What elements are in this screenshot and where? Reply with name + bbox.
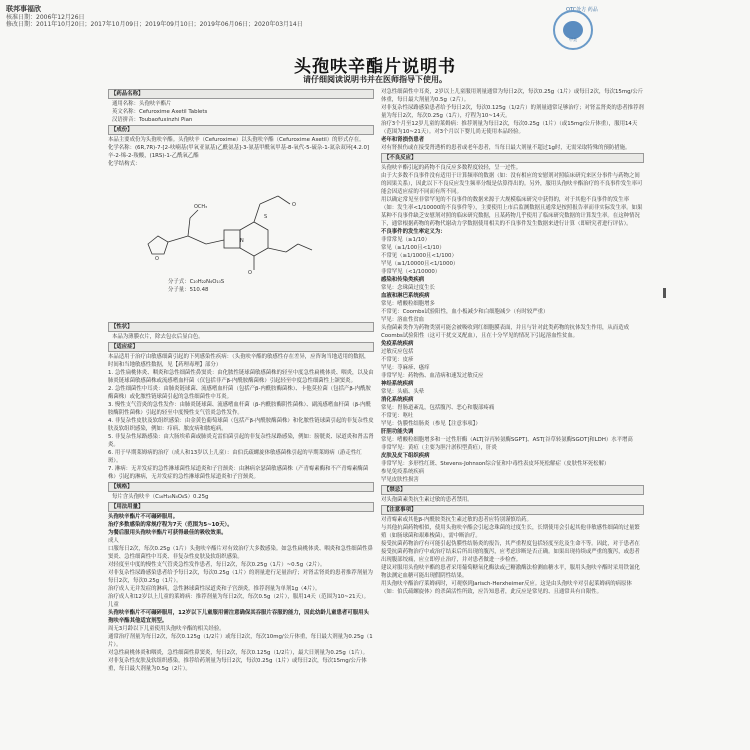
section-contraindications: 【禁忌】	[381, 485, 644, 495]
dosage-child-2: 通常治疗剂量为每日2次，每次0.125g（1/2片）或每日2次，每次10mg/公斤体重，每日最大剂量为0.25g（1片）。	[108, 634, 373, 648]
document-header	[6, 6, 303, 29]
scan-mark	[663, 288, 666, 298]
indication-2: 2. 急性细菌性中耳炎：由肺炎链球菌、流感嗜血杆菌（包括产β-内酰胺酶菌株）、卡他莫拉菌（包括产β-内酰胺酶菌株）或化脓性链球菌引起的急性细菌性中耳炎。	[108, 386, 371, 400]
ae-line: 常见：嗜酸粒细胞增多和一过性肝酶（ALT[谷丙转氨酶SGPT]、AST[谷草转氨酶SGOT]和LDH）水平增高	[381, 437, 633, 443]
dosage-adult-4: 治疗成人无并发症的淋病，急性淋球菌性尿道炎和子宫颈炎，推荐剂量为单剂1g（4片）。	[108, 586, 321, 592]
ae-line: 常见：嗜酸粒细胞增多	[381, 301, 435, 307]
ae-infections: 感染和传染类疾病	[381, 277, 425, 283]
ae-line: 头孢菌素类作为药物类别可能会被吸收到红细胞膜表面，并且与针对此类药物的抗体发生作用，从而造成Coombs试验阳性（这可干扰交叉配血），且在十分罕见的情况下引起溶血性贫血。	[381, 325, 629, 339]
indication-4: 4. 非复杂性皮肤及软组织感染：由金黄色葡萄球菌（包括产β-内酰胺酶菌株）和化脓性链球菌引起的非复杂性皮肤及软组织感染，例如：疖病、脓皮病和脓疱病。	[108, 418, 374, 432]
dosage-cont-3: 治疗3个月至12岁儿童的莱姆病：推荐剂量为每日2次，每次0.25g（1片）（或15mg/公斤体重），服用14天（范围为10~21天）。对3个月以下婴儿尚无使用本品经验。	[381, 121, 638, 135]
dosage-adult-heading: 成人	[108, 538, 119, 544]
revision-dates: 修改日期：2011年10月20日；2017年10月09日；2019年09月10日；2019年06月06日；2020年03月14日	[6, 21, 303, 28]
generic-name: 通用名称：头孢呋辛酯片	[112, 101, 172, 107]
ae-line: 不常见：呕吐	[381, 413, 414, 419]
ae-digestive: 消化系统疾病	[381, 397, 414, 403]
section-ingredients: 【成份】	[108, 125, 374, 135]
ae-line: 过敏反应包括	[381, 349, 414, 355]
indication-1: 1. 急性扁桃体炎、咽炎和急性细菌性鼻窦炎：由化脓性链球菌敏感菌株的轻至中度急性扁桃体炎、咽炎，以及由肺炎链球菌敏感菌株或流感嗜血杆菌（仅包括非产β-内酰胺酶菌株）引起轻至中度急性细菌性上颌窦炎。	[108, 370, 374, 384]
approval-date: 核准日期：2006年12月26日	[6, 13, 85, 21]
otc-tags: OTC处方 药品	[566, 7, 598, 13]
ae-line: 常见：头痛、头晕	[381, 389, 425, 395]
ae-blood: 血液和淋巴系统疾病	[381, 293, 430, 299]
ae-line: 非常罕见：药物热、血清病和速发过敏反应	[381, 373, 484, 379]
dosage-child-4: 对非复杂性皮肤及软组织感染，推荐给药剂量为每日2次，每次0.25g（1片）或每日2次，每次15mg/公斤体重，每日最大剂量为0.5g（2片）。	[108, 658, 367, 672]
freq-rare: 罕见（≥1/10000且<1/1000）	[381, 261, 459, 267]
ae-line: 不常见：Coombs试验阳性，血小板减少和白细胞减少（有时较严重）	[381, 309, 549, 315]
dosage-child-warning: 头孢呋辛酯片不可碾碎服用，12岁以下儿童服用需注意确保其吞服片吞服的能力，因此幼龄儿童患者可服用头孢呋辛酯其他适宜剂型。	[108, 610, 369, 624]
molecular-formula: 分子式：C₂₀H₂₂N₄O₁₀S	[168, 279, 225, 285]
freq-common: 常见（≥1/100且<1/10）	[381, 245, 445, 251]
freq-very-rare: 非常罕见（<1/10000）	[381, 269, 441, 275]
section-specification: 【规格】	[108, 482, 374, 492]
dosage-child-1: 周无3月龄以下儿童使用头孢呋辛酯的相关经验。	[108, 626, 225, 632]
ae-line: 罕见皮肤性损害	[381, 477, 419, 483]
ae-nervous: 神经系统疾病	[381, 381, 414, 387]
svg-text:O: O	[155, 256, 159, 262]
dosage-child-3: 对急性扁桃体炎和咽炎，急性细菌性鼻窦炎，每日2次，每次0.125g（1/2片），最大日剂量为0.25g（1片）。	[108, 650, 369, 656]
structure-label: 化学结构式：	[108, 161, 141, 167]
indication-3: 3. 慢性支气管炎的急性发作：由肺炎链球菌、流感嗜血杆菌（β-内酰胺酶阴性菌株）、副流感嗜血杆菌（β-内酰胺酶阴性菌株）引起的轻至中度慢性支气管炎急性发作。	[108, 402, 371, 416]
precaution-4: 建议对服用头孢呋辛酯的患者采用葡萄糖氧化酶法或己糖激酶法检测血糖水平，服用头孢呋辛酯时采用铁氰化物法测定血糖可能出现假阴性结果。	[381, 565, 640, 579]
dosage-adult-2: 对轻度至中度的慢性支气管炎急性发作患者，每日2次，每次0.25g（1片）~0.5g（2片）。	[108, 562, 326, 568]
ae-line: 不常见：皮疹	[381, 357, 414, 363]
dosage-adult-5: 治疗成人和12岁以上儿童的莱姆病：推荐剂量为每日2次，每次0.5g（2片），服用14天（范围为10~21天）。	[108, 594, 370, 600]
ae-line: 参见免疫系统疾病	[381, 469, 425, 475]
ae-line: 罕见：荨麻疹、瘙痒	[381, 365, 430, 371]
ae-immune: 免疫系统疾病	[381, 341, 414, 347]
english-name: 英文名称：Cefuroxime Axetil Tablets	[112, 109, 208, 115]
indications-intro: 本品适用于治疗由敏感细菌引起的下列感染性疾病：（头孢呋辛酯的敏感性存在差异，应咨询当地适用的数据，时间和当地敏感性数据，见【药理毒理】部分）	[108, 354, 370, 368]
section-indications: 【适应症】	[108, 342, 374, 352]
chemical-structure-diagram	[128, 174, 328, 274]
adverse-3: 用以确定常见至非常罕见的不良事件的数据来源于大规模临床研究中获得的，对于其他不良事件的发生率（如：发生率<1/10000的不良事件等），主要使用上市后监测数据且通常是按照报告率而非实际发生率。如果某种不良事件缺乏安慰剂对照的临床研究数据，且某药物几乎使用了临床研究数据的计算发生率。在这种情况下，通常根据药物的药物代谢动力学数据使用相关的不良事件发生数据来进行计算（即研究者进行评估）。	[381, 197, 643, 227]
right-column	[381, 88, 644, 748]
precaution-2: 与其他抗菌药物相似，使用头孢呋辛酯会引起念珠菌的过度生长，长期使用会引起其他非敏感性细菌的过量繁殖（如肠球菌和艰难梭菌），需中断治疗。	[381, 525, 640, 539]
indication-7: 7. 淋病：无并发症的急性淋球菌性尿道炎和子宫颈炎：由淋病奈瑟菌敏感菌株（产青霉素酶和不产青霉素酶菌株）引起的淋病，无并发症的急性淋球菌性尿道炎和子宫颈炎。	[108, 466, 369, 480]
dosage-elderly-heading: 老年和肾损伤患者	[381, 137, 425, 143]
precaution-5: 用头孢呋辛酯治疗莱姆病时，可观察到Jarisch-Herxheimer反应。这是由头孢呋辛对引起莱姆病的病原体（如：伯氏疏螺旋体）的杀菌活性所致，应告知患者，此反应是常见的、且通常具有自限性。	[381, 581, 632, 595]
molecular-weight: 分子量：510.48	[168, 287, 209, 293]
dosage-cont-1: 对急性细菌性中耳炎，2岁以上儿童服用剂量通常为每日2次，每次0.25g（1片）或每日2次，每次15mg/公斤体重，每日最大剂量为0.5g（2片）。	[381, 89, 644, 103]
freq-uncommon: 不常见（≥1/1000且<1/100）	[381, 253, 457, 259]
specification-text: 每片含头孢呋辛（C₁₆H₁₆N₄O₈S）0.25g	[112, 494, 209, 500]
ae-line: 常见：胃肠道紊乱，包括腹泻、恶心和腹部疼痛	[381, 405, 495, 411]
ae-hepatobiliary: 肝胆功能失调	[381, 429, 414, 435]
section-precautions: 【注意事项】	[381, 505, 644, 515]
ingredients-text: 本品主要成份为头孢呋辛酯。头孢呋辛（Cefuroxime）以头孢呋辛酯（Cefuroxime Axetil）的形式存在。	[108, 137, 365, 143]
ae-line: 非常罕见：黄疸（主要为胆汁淤积型黄疸），肝炎	[381, 445, 497, 451]
dosage-cont-2: 对非复杂性尿路感染患者给予每日2次，每次0.125g（1/2片）的剂量通常足够治疗；对肾盂肾炎的患者推荐剂量为每日2次，每次0.25g（1片），疗程为10~14天。	[381, 105, 644, 119]
indication-6: 6. 用于早期莱姆病的治疗（成人和13岁以上儿童）：由伯氏疏螺旋体敏感菌株引起的早期莱姆病（游走性红斑）。	[108, 450, 362, 464]
svg-text:OCH₃: OCH₃	[194, 204, 208, 210]
document-subtitle: 请仔细阅读说明书并在医师指导下使用。	[303, 75, 447, 84]
freq-very-common: 非常常见（≥1/10）	[381, 237, 430, 243]
chemical-structure	[108, 170, 374, 320]
ae-line: 非常罕见：多形性红斑、Stevens-Johnson综合征和中毒性表皮坏死松解症（皮肤性坏死松解）	[381, 461, 610, 467]
svg-text:S: S	[264, 214, 268, 220]
ae-line: 罕见：溶血性贫血	[381, 317, 425, 323]
otc-logo-label: 甲类	[569, 37, 577, 42]
indication-5: 5. 非复杂性尿路感染：由大肠埃希菌或肺炎克雷伯菌引起的非复杂性尿路感染，例如：膀胱炎、尿道炎和肾盂肾炎。	[108, 434, 374, 448]
ae-line: 罕见：伪膜性结肠炎（参见【注意事项】）	[381, 421, 481, 427]
document-title: 头孢呋辛酯片说明书	[294, 57, 456, 77]
brand-name: 联邦事福欣	[6, 5, 41, 13]
ae-line: 常见：念珠菌过度生长	[381, 285, 435, 291]
contraindication-text: 对头孢菌素类抗生素过敏的患者禁用。	[381, 497, 473, 503]
dosage-elderly-text: 对有肾损伤或在接受肾透析的患者或老年患者，当每日最大剂量不超过1g时，无需采取特殊的预防措施。	[381, 145, 631, 151]
section-adverse-reactions: 【不良反应】	[381, 153, 644, 163]
dosage-warning-2: 治疗多数感染的常规疗程为7天（范围为5~10天）。	[108, 522, 233, 528]
adverse-1: 头孢呋辛酯引起的药物不良反应多数程度较轻，呈一过性。	[381, 165, 522, 171]
left-column	[108, 88, 374, 748]
ae-skin: 皮肤及皮下组织疾病	[381, 453, 430, 459]
chemical-name: 化学名称：(6R,7R)-7-[2-呋喃基(甲氧亚氨基)乙酰氨基]-3-氨基甲酰氧甲基-8-氧代-5-硫杂-1-氮杂双环[4.2.0]辛-2-烯-2-羧酸，(1RS)-1-乙酰氧乙酯	[108, 145, 370, 159]
svg-text:O: O	[248, 270, 252, 274]
section-drug-name: 【药品名称】	[108, 89, 374, 99]
svg-text:O: O	[292, 202, 296, 208]
dosage-child-heading: 儿童	[108, 602, 119, 608]
adverse-2: 由于大多数不良事件没有适用于计算频率的数据（如：没有相应的安慰剂对照临床研究来区分事件与药物之间的因果关系），因此以下不良反应发生频率分级是估算得出的。另外，服用头孢呋辛酯治疗的不良事件发生率可能会因适应症的不同而有所不同。	[381, 173, 643, 195]
dosage-adult-1: 口服每日2次，每次0.25g（1片）头孢呋辛酯片对有效治疗大多数感染。如急性扁桃体炎、咽炎和急性细菌性鼻窦炎、急性细菌性中耳炎、非复杂性皮肤及软组织感染。	[108, 546, 373, 560]
precaution-1: 对青霉素或其他β-内酰胺类抗生素过敏的患者应特别谨慎给药。	[381, 517, 532, 523]
section-dosage: 【用法用量】	[108, 502, 374, 512]
appearance-text: 本品为薄膜衣片，除去包衣后显白色。	[112, 334, 204, 340]
pinyin-name: 汉语拼音：Toubaofuxinzhi Pian	[112, 117, 193, 123]
otc-logo-icon	[553, 10, 593, 50]
section-appearance: 【性状】	[108, 322, 374, 332]
dosage-warning-1: 头孢呋辛酯片不可碾碎服用。	[108, 514, 179, 520]
adverse-frequency-heading: 不良事件的发生率定义为：	[381, 229, 446, 235]
svg-text:N: N	[240, 238, 244, 244]
formula-info	[168, 278, 224, 294]
dosage-warning-3: 为餐后服用头孢呋辛酯片可获得最佳的吸收效果。	[108, 530, 227, 536]
dosage-adult-3: 对非复杂性尿路感染患者给予每日2次，每次0.25g（1片）的剂量进行足量治疗；对肾盂肾炎的患者推荐剂量为每日2次，每次0.25g（1片）。	[108, 570, 373, 584]
precaution-3: 接受抗菌药物治疗有可能引起伪膜性结肠炎的报告，其严重程度包括轻度至危及生命不等。因此，对于患者在接受抗菌药物治疗中或治疗结束后所出现的腹泻，应考虑诊断是否正确。如果出现持续或严重的腹泻，或患者出现腹部绞痛，应立即停止治疗，并对患者做进一步检查。	[381, 541, 640, 563]
